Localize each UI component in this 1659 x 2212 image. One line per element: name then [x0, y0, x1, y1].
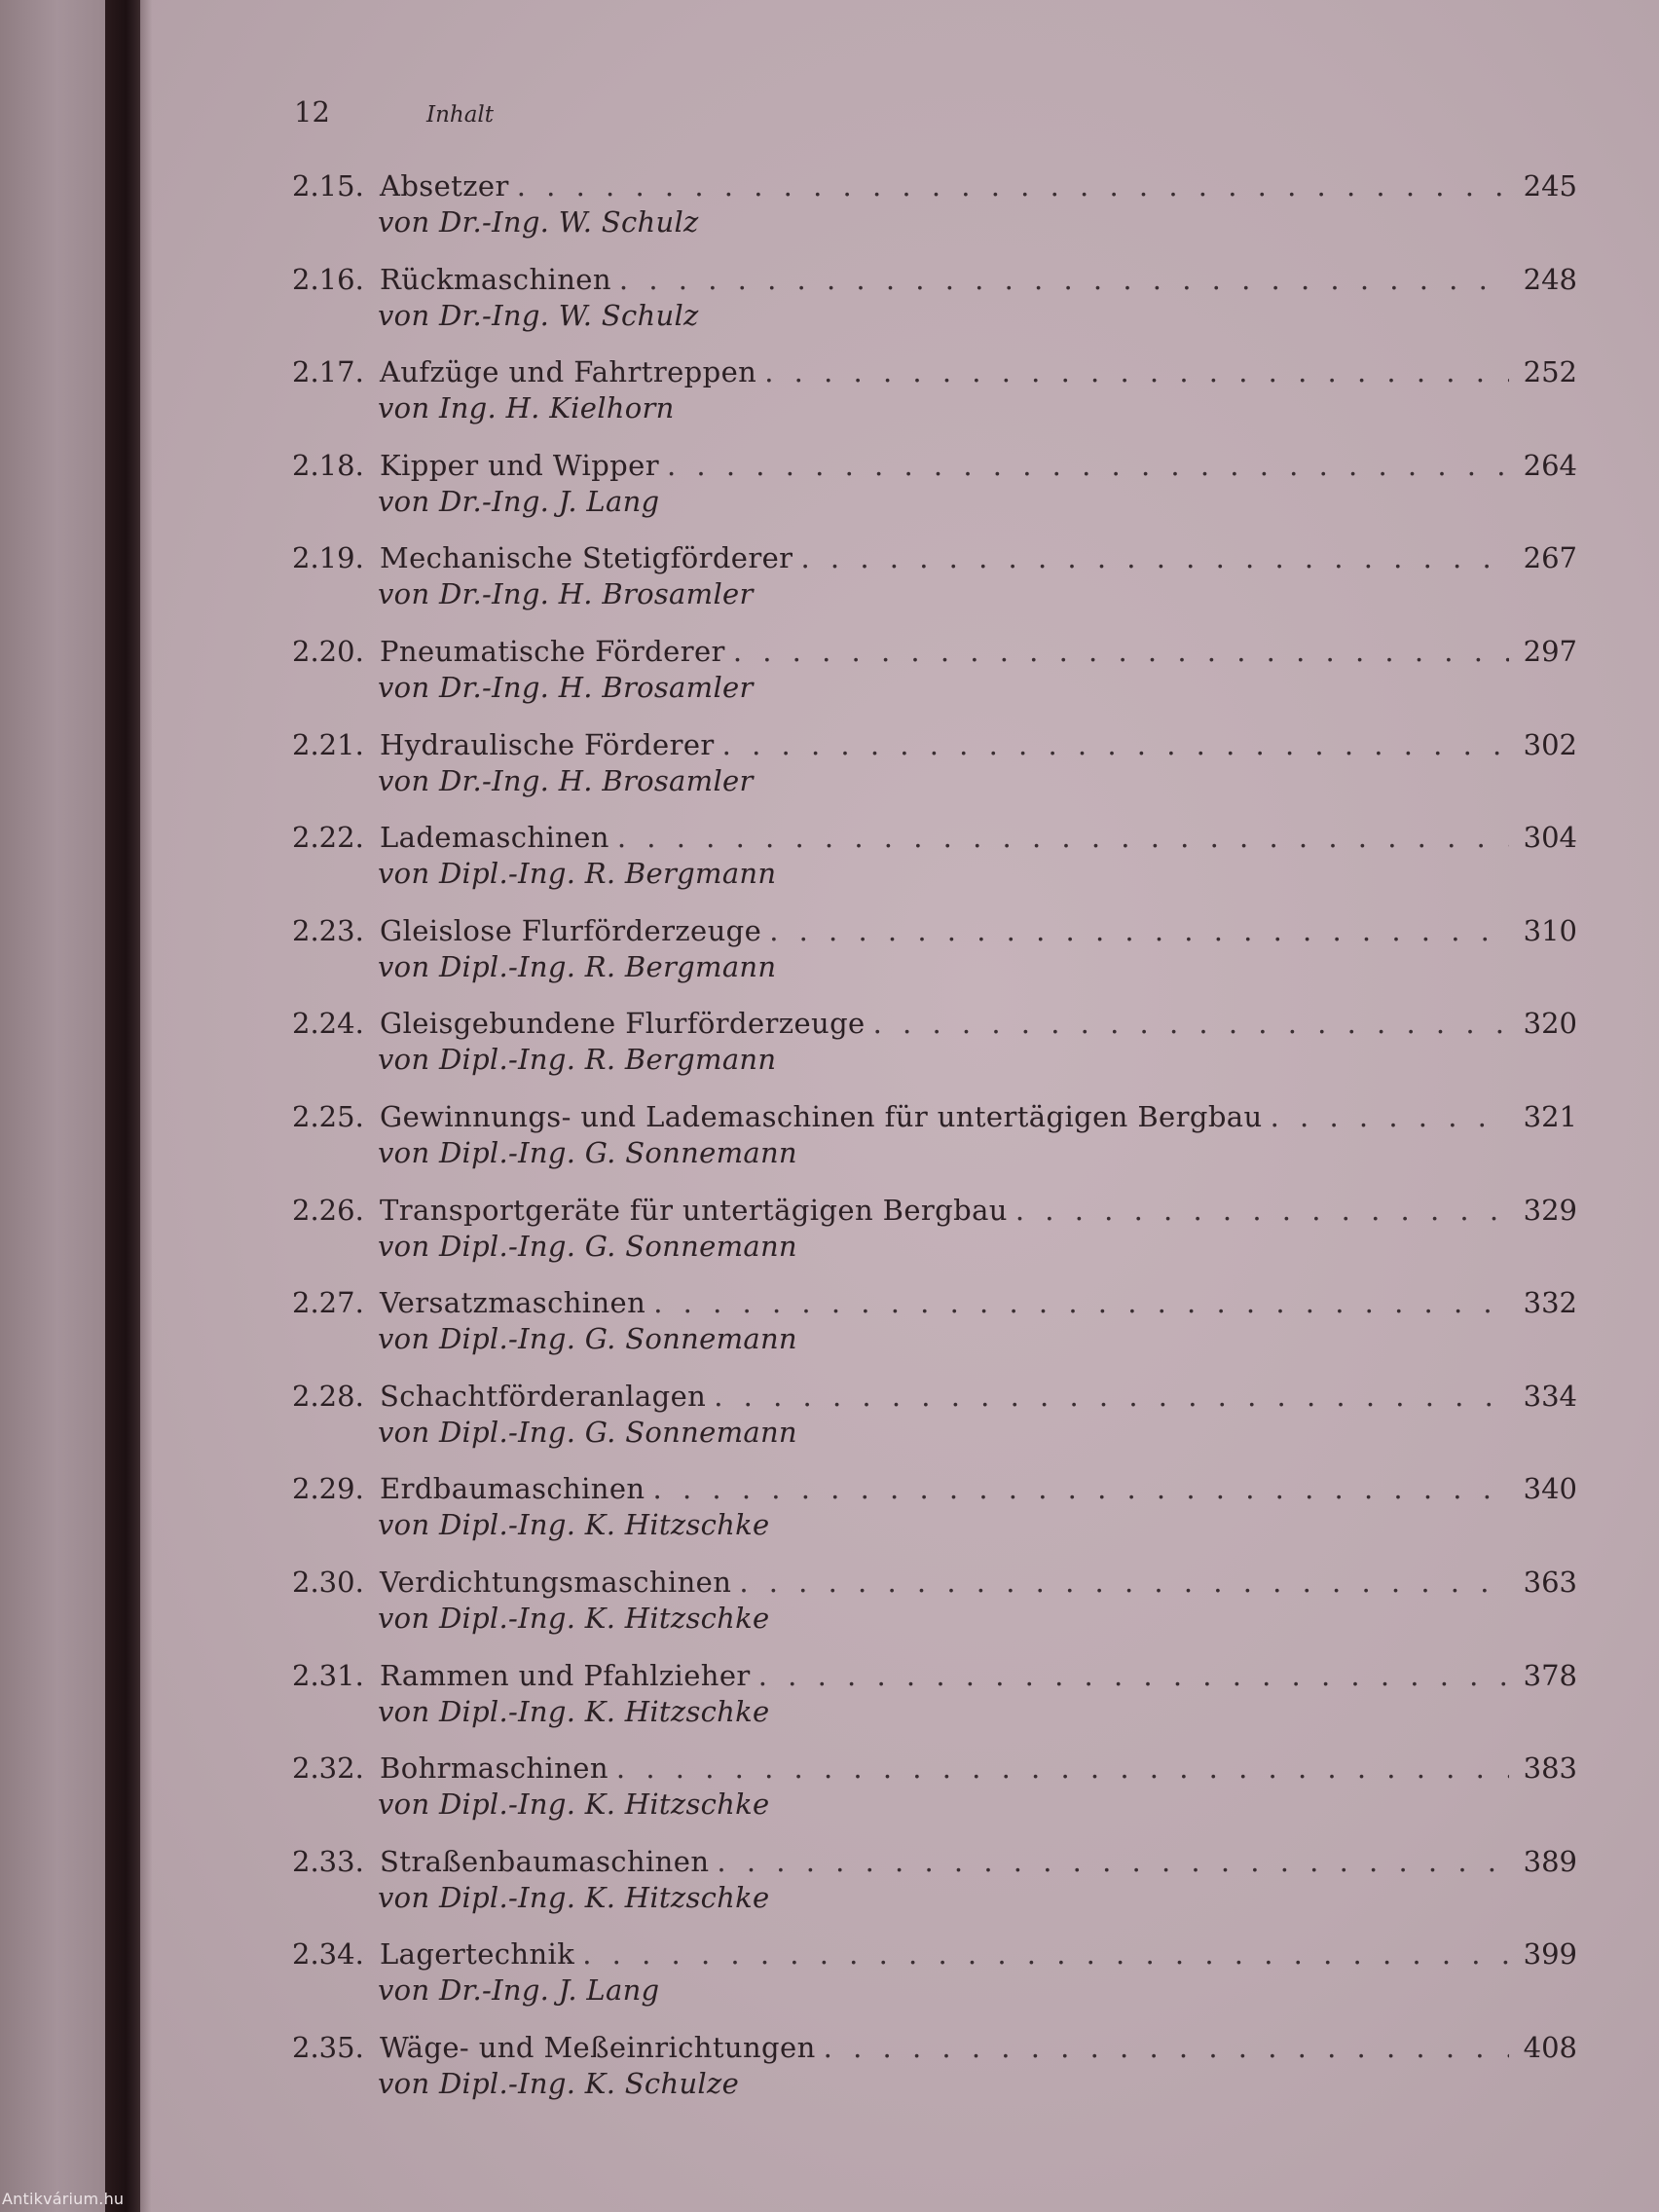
toc-dot-leader [739, 1564, 1509, 1601]
toc-section-number: 2.22. [292, 821, 364, 855]
toc-page-number: 248 [1523, 262, 1577, 296]
toc-page-number: 329 [1523, 1193, 1577, 1227]
toc-dot-leader [582, 1936, 1509, 1972]
toc-section-number: 2.24. [292, 1007, 364, 1041]
toc-dot-leader [667, 447, 1509, 484]
toc-author: von Dr.-Ing. J. Lang [378, 484, 660, 518]
toc-dot-leader [617, 819, 1509, 856]
toc-author: von Dr.-Ing. H. Brosamler [378, 577, 754, 611]
toc-section-number: 2.23. [292, 913, 364, 947]
page-number: 12 [294, 95, 330, 129]
toc-section-title: Hydraulische Förderer [380, 727, 715, 761]
toc-page-number: 264 [1523, 448, 1577, 482]
toc-page-number: 334 [1523, 1379, 1577, 1413]
toc-entry [292, 261, 1577, 354]
toc-page-number: 302 [1523, 727, 1577, 761]
toc-section-title: Gleisgebundene Flurförderzeuge [380, 1007, 866, 1041]
toc-section-title: Absetzer [380, 169, 509, 203]
toc-page-number: 363 [1523, 1565, 1577, 1599]
toc-page-number: 320 [1523, 1007, 1577, 1041]
toc-dot-leader [722, 726, 1509, 763]
toc-dot-leader [653, 1470, 1509, 1507]
toc-heading-line [292, 726, 1577, 763]
toc-section-title: Schachtförderanlagen [380, 1379, 707, 1413]
toc-heading-line [292, 819, 1577, 856]
toc-dot-leader [616, 1750, 1509, 1787]
toc-entry [292, 447, 1577, 540]
toc-entry [292, 1470, 1577, 1564]
toc-entry [292, 167, 1577, 261]
toc-section-number: 2.32. [292, 1751, 364, 1786]
toc-page-number: 408 [1523, 2030, 1577, 2064]
toc-dot-leader [873, 1005, 1509, 1042]
toc-author: von Dipl.-Ing. K. Schulze [378, 2066, 740, 2100]
book-spine [105, 0, 140, 2212]
toc-dot-leader [758, 1657, 1509, 1694]
toc-entry [292, 633, 1577, 726]
toc-entry [292, 1005, 1577, 1098]
toc-author: von Dipl.-Ing. G. Sonnemann [378, 1322, 797, 1356]
toc-entry [292, 1657, 1577, 1751]
toc-section-number: 2.17. [292, 355, 364, 389]
toc-dot-leader [653, 1284, 1509, 1321]
toc-page-number: 245 [1523, 169, 1577, 203]
toc-section-number: 2.19. [292, 541, 364, 575]
toc-dot-leader [824, 2029, 1509, 2066]
toc-dot-leader [769, 912, 1509, 949]
toc-section-number: 2.16. [292, 262, 364, 296]
toc-entry [292, 1936, 1577, 2029]
toc-section-title: Straßenbaumaschinen [380, 1844, 710, 1878]
toc-section-title: Rammen und Pfahlzieher [380, 1658, 751, 1692]
toc-author: von Dipl.-Ing. R. Bergmann [378, 1043, 777, 1077]
toc-entry [292, 1564, 1577, 1657]
toc-heading-line [292, 1470, 1577, 1507]
toc-heading-line [292, 261, 1577, 298]
toc-section-number: 2.15. [292, 169, 364, 203]
toc-section-title: Lademaschinen [380, 821, 609, 855]
toc-author: von Dipl.-Ing. K. Hitzschke [378, 1508, 770, 1542]
toc-author: von Ing. H. Kielhorn [378, 391, 675, 425]
toc-section-title: Erdbaumaschinen [380, 1472, 645, 1506]
toc-section-number: 2.33. [292, 1844, 364, 1878]
table-surface [0, 0, 105, 2212]
toc-entry [292, 353, 1577, 447]
toc-section-title: Gewinnungs- und Lademaschinen für untertägigen Bergbau [380, 1099, 1263, 1133]
toc-entry [292, 1192, 1577, 1285]
toc-heading-line [292, 1284, 1577, 1321]
toc-section-number: 2.28. [292, 1379, 364, 1413]
toc-section-number: 2.21. [292, 727, 364, 761]
toc-section-title: Bohrmaschinen [380, 1751, 608, 1786]
toc-section-title: Rückmaschinen [380, 262, 611, 296]
toc-heading-line [292, 1005, 1577, 1042]
toc-author: von Dipl.-Ing. K. Hitzschke [378, 1601, 770, 1635]
table-of-contents [292, 167, 1577, 2121]
toc-author: von Dr.-Ing. H. Brosamler [378, 763, 754, 797]
toc-section-number: 2.30. [292, 1565, 364, 1599]
toc-heading-line [292, 1936, 1577, 1972]
toc-page-number: 304 [1523, 821, 1577, 855]
toc-entry [292, 1284, 1577, 1378]
toc-author: von Dr.-Ing. J. Lang [378, 1973, 660, 2008]
toc-heading-line [292, 1750, 1577, 1787]
toc-heading-line [292, 167, 1577, 204]
toc-page-number: 321 [1523, 1099, 1577, 1133]
toc-page-number: 332 [1523, 1286, 1577, 1320]
toc-entry [292, 1750, 1577, 1843]
toc-entry [292, 539, 1577, 633]
toc-section-title: Verdichtungsmaschinen [380, 1565, 732, 1599]
toc-dot-leader [717, 1843, 1509, 1880]
toc-dot-leader [1015, 1192, 1509, 1229]
toc-section-number: 2.25. [292, 1099, 364, 1133]
toc-dot-leader [1271, 1098, 1509, 1135]
toc-section-title: Pneumatische Förderer [380, 634, 725, 668]
toc-page-number: 310 [1523, 913, 1577, 947]
toc-author: von Dipl.-Ing. K. Hitzschke [378, 1694, 770, 1728]
toc-heading-line [292, 1843, 1577, 1880]
toc-heading-line [292, 912, 1577, 949]
toc-entry [292, 726, 1577, 820]
toc-dot-leader [764, 353, 1509, 390]
toc-section-title: Transportgeräte für untertägigen Bergbau [380, 1193, 1008, 1227]
toc-section-number: 2.20. [292, 634, 364, 668]
toc-dot-leader [733, 633, 1509, 670]
toc-entry [292, 819, 1577, 912]
toc-page-number: 399 [1523, 1937, 1577, 1972]
toc-section-number: 2.35. [292, 2030, 364, 2064]
toc-dot-leader [619, 261, 1509, 298]
toc-section-title: Lagertechnik [380, 1937, 575, 1972]
toc-author: von Dipl.-Ing. K. Hitzschke [378, 1788, 770, 1822]
toc-section-number: 2.29. [292, 1472, 364, 1506]
toc-author: von Dr.-Ing. H. Brosamler [378, 670, 754, 704]
toc-heading-line [292, 1378, 1577, 1415]
toc-entry [292, 1378, 1577, 1471]
toc-author: von Dr.-Ing. W. Schulz [378, 298, 699, 332]
toc-author: von Dipl.-Ing. G. Sonnemann [378, 1135, 797, 1169]
toc-author: von Dipl.-Ing. G. Sonnemann [378, 1415, 797, 1449]
toc-section-title: Wäge- und Meßeinrichtungen [380, 2030, 816, 2064]
toc-heading-line [292, 1192, 1577, 1229]
page-edge [140, 0, 152, 2212]
toc-section-title: Aufzüge und Fahrtreppen [380, 355, 757, 389]
toc-dot-leader [517, 167, 1509, 204]
toc-heading-line [292, 1657, 1577, 1694]
toc-page-number: 267 [1523, 541, 1577, 575]
toc-entry [292, 2029, 1577, 2122]
running-head: Inhalt [426, 102, 495, 128]
toc-author: von Dipl.-Ing. R. Bergmann [378, 857, 777, 891]
toc-page-number: 378 [1523, 1658, 1577, 1692]
toc-dot-leader [714, 1378, 1509, 1415]
toc-author: von Dipl.-Ing. G. Sonnemann [378, 1229, 797, 1263]
toc-section-number: 2.27. [292, 1286, 364, 1320]
toc-heading-line [292, 633, 1577, 670]
toc-heading-line [292, 539, 1577, 576]
toc-entry [292, 1098, 1577, 1192]
toc-section-title: Kipper und Wipper [380, 448, 659, 482]
toc-heading-line [292, 1564, 1577, 1601]
toc-page-number: 340 [1523, 1472, 1577, 1506]
toc-heading-line [292, 1098, 1577, 1135]
toc-entry [292, 912, 1577, 1006]
watermark: Antikvárium.hu [2, 2190, 125, 2208]
toc-heading-line [292, 2029, 1577, 2066]
toc-heading-line [292, 447, 1577, 484]
toc-section-number: 2.31. [292, 1658, 364, 1692]
toc-section-title: Mechanische Stetigförderer [380, 541, 793, 575]
toc-author: von Dipl.-Ing. R. Bergmann [378, 949, 777, 983]
toc-section-title: Gleislose Flurförderzeuge [380, 913, 762, 947]
toc-dot-leader [800, 539, 1509, 576]
toc-section-title: Versatzmaschinen [380, 1286, 646, 1320]
toc-page-number: 252 [1523, 355, 1577, 389]
toc-author: von Dipl.-Ing. K. Hitzschke [378, 1880, 770, 1914]
toc-page-number: 389 [1523, 1844, 1577, 1878]
toc-section-number: 2.26. [292, 1193, 364, 1227]
toc-heading-line [292, 353, 1577, 390]
toc-section-number: 2.18. [292, 448, 364, 482]
toc-author: von Dr.-Ing. W. Schulz [378, 205, 699, 239]
toc-page-number: 297 [1523, 634, 1577, 668]
toc-section-number: 2.34. [292, 1937, 364, 1972]
toc-entry [292, 1843, 1577, 1936]
toc-page-number: 383 [1523, 1751, 1577, 1786]
